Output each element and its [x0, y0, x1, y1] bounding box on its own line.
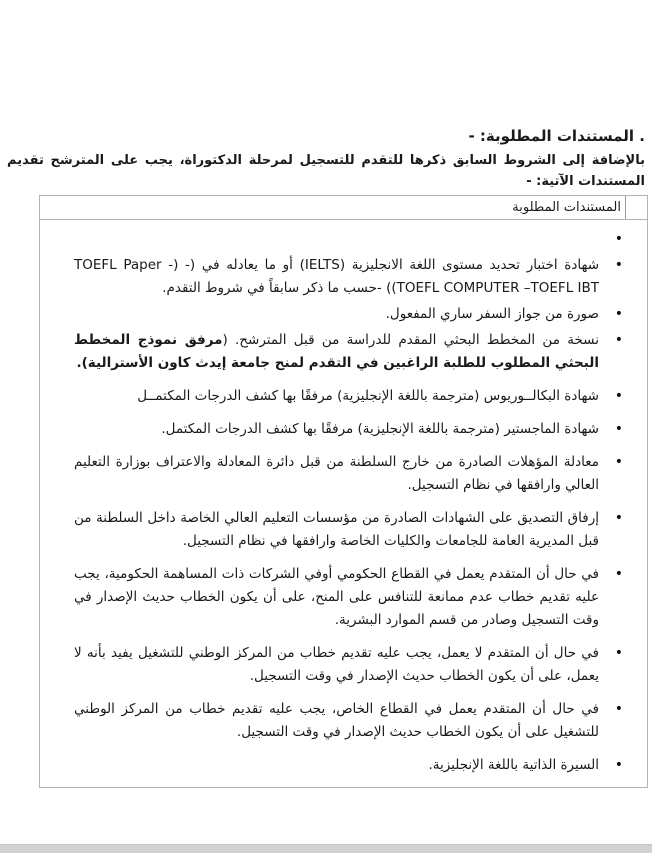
list-item: • في حال أن المتقدم يعمل في القطاع الخاص، يجب عليه تقديم خطاب من المركز الوطني للتشغيل على أن يكون الخطاب حديث الإصدار في وقت التسجيل.	[74, 698, 599, 744]
list-item: • نسخة من المخطط البحثي المقدم للدراسة من قبل المترشح. (مرفق نموذج المخطط البحثي المطلوب للطلبة الراغبين في التقدم لمنح جامعة إيدث كاون الأسترالية).	[74, 329, 599, 375]
list-item: • شهادة الماجستير (مترجمة باللغة الإنجليزية) مرفقًا بها كشف الدرجات المكتمل.	[74, 418, 599, 441]
list-item	[74, 228, 599, 251]
list-item: • السيرة الذاتية باللغة الإنجليزية.	[74, 754, 599, 777]
required-documents-table	[39, 195, 648, 788]
list-item: • شهادة اختبار تحديد مستوى اللغة الانجليزية (IELTS) أو ما يعادله في (- (TOEFL Paper -TOEFL COMPUTER –TOEFL IBT)) -حسب ما ذكر سابقاً في شروط التقدم.	[74, 254, 599, 300]
horizontal-scrollbar-track[interactable]	[0, 844, 652, 853]
list-item: • في حال أن المتقدم يعمل في القطاع الحكومي أوفي الشركات ذات المساهمة الحكومية، يجب عليه تقديم خطاب عدم ممانعة للتنافس على المنح، على أن يكون الخطاب حديث الإصدار في وقت التسجيل وصادر من قسم الموارد البشرية.	[74, 563, 599, 632]
list-item: • إرفاق التصديق على الشهادات الصادرة من مؤسسات التعليم العالي الخاصة داخل السلطنة من قبل المديرية العامة للجامعات والكليات الخاصة وارافقها في نظام التسجيل.	[74, 507, 599, 553]
table-header-label: المستندات المطلوبة	[512, 199, 621, 215]
document-list	[40, 228, 647, 777]
intro-paragraph: بالإضافة إلى الشروط السابق ذكرها للتقدم للتسجيل لمرحلة الدكتوراة، يجب على المترشح تقديم المستندات الآتية: -	[7, 153, 645, 189]
table-header-row	[40, 196, 647, 220]
list-item: • في حال أن المتقدم لا يعمل، يجب عليه تقديم خطاب من المركز الوطني للتشغيل يفيد بأنه لا يعمل، على أن يكون الخطاب حديث الإصدار في وقت التسجيل.	[74, 642, 599, 688]
list-item: • صورة من جواز السفر ساري المفعول.	[74, 303, 599, 326]
list-item: • معادلة المؤهلات الصادرة من خارج السلطنة من قبل دائرة المعادلة والاعتراف بوزارة التعليم العالي وارافقها في نظام التسجيل.	[74, 451, 599, 497]
header-spacer-cell	[625, 196, 647, 219]
list-item: • شهادة البكالــوريوس (مترجمة باللغة الإنجليزية) مرفقًا بها كشف الدرجات المكتمــل	[74, 385, 599, 408]
page-title: . المستندات المطلوبة: -	[468, 127, 645, 145]
